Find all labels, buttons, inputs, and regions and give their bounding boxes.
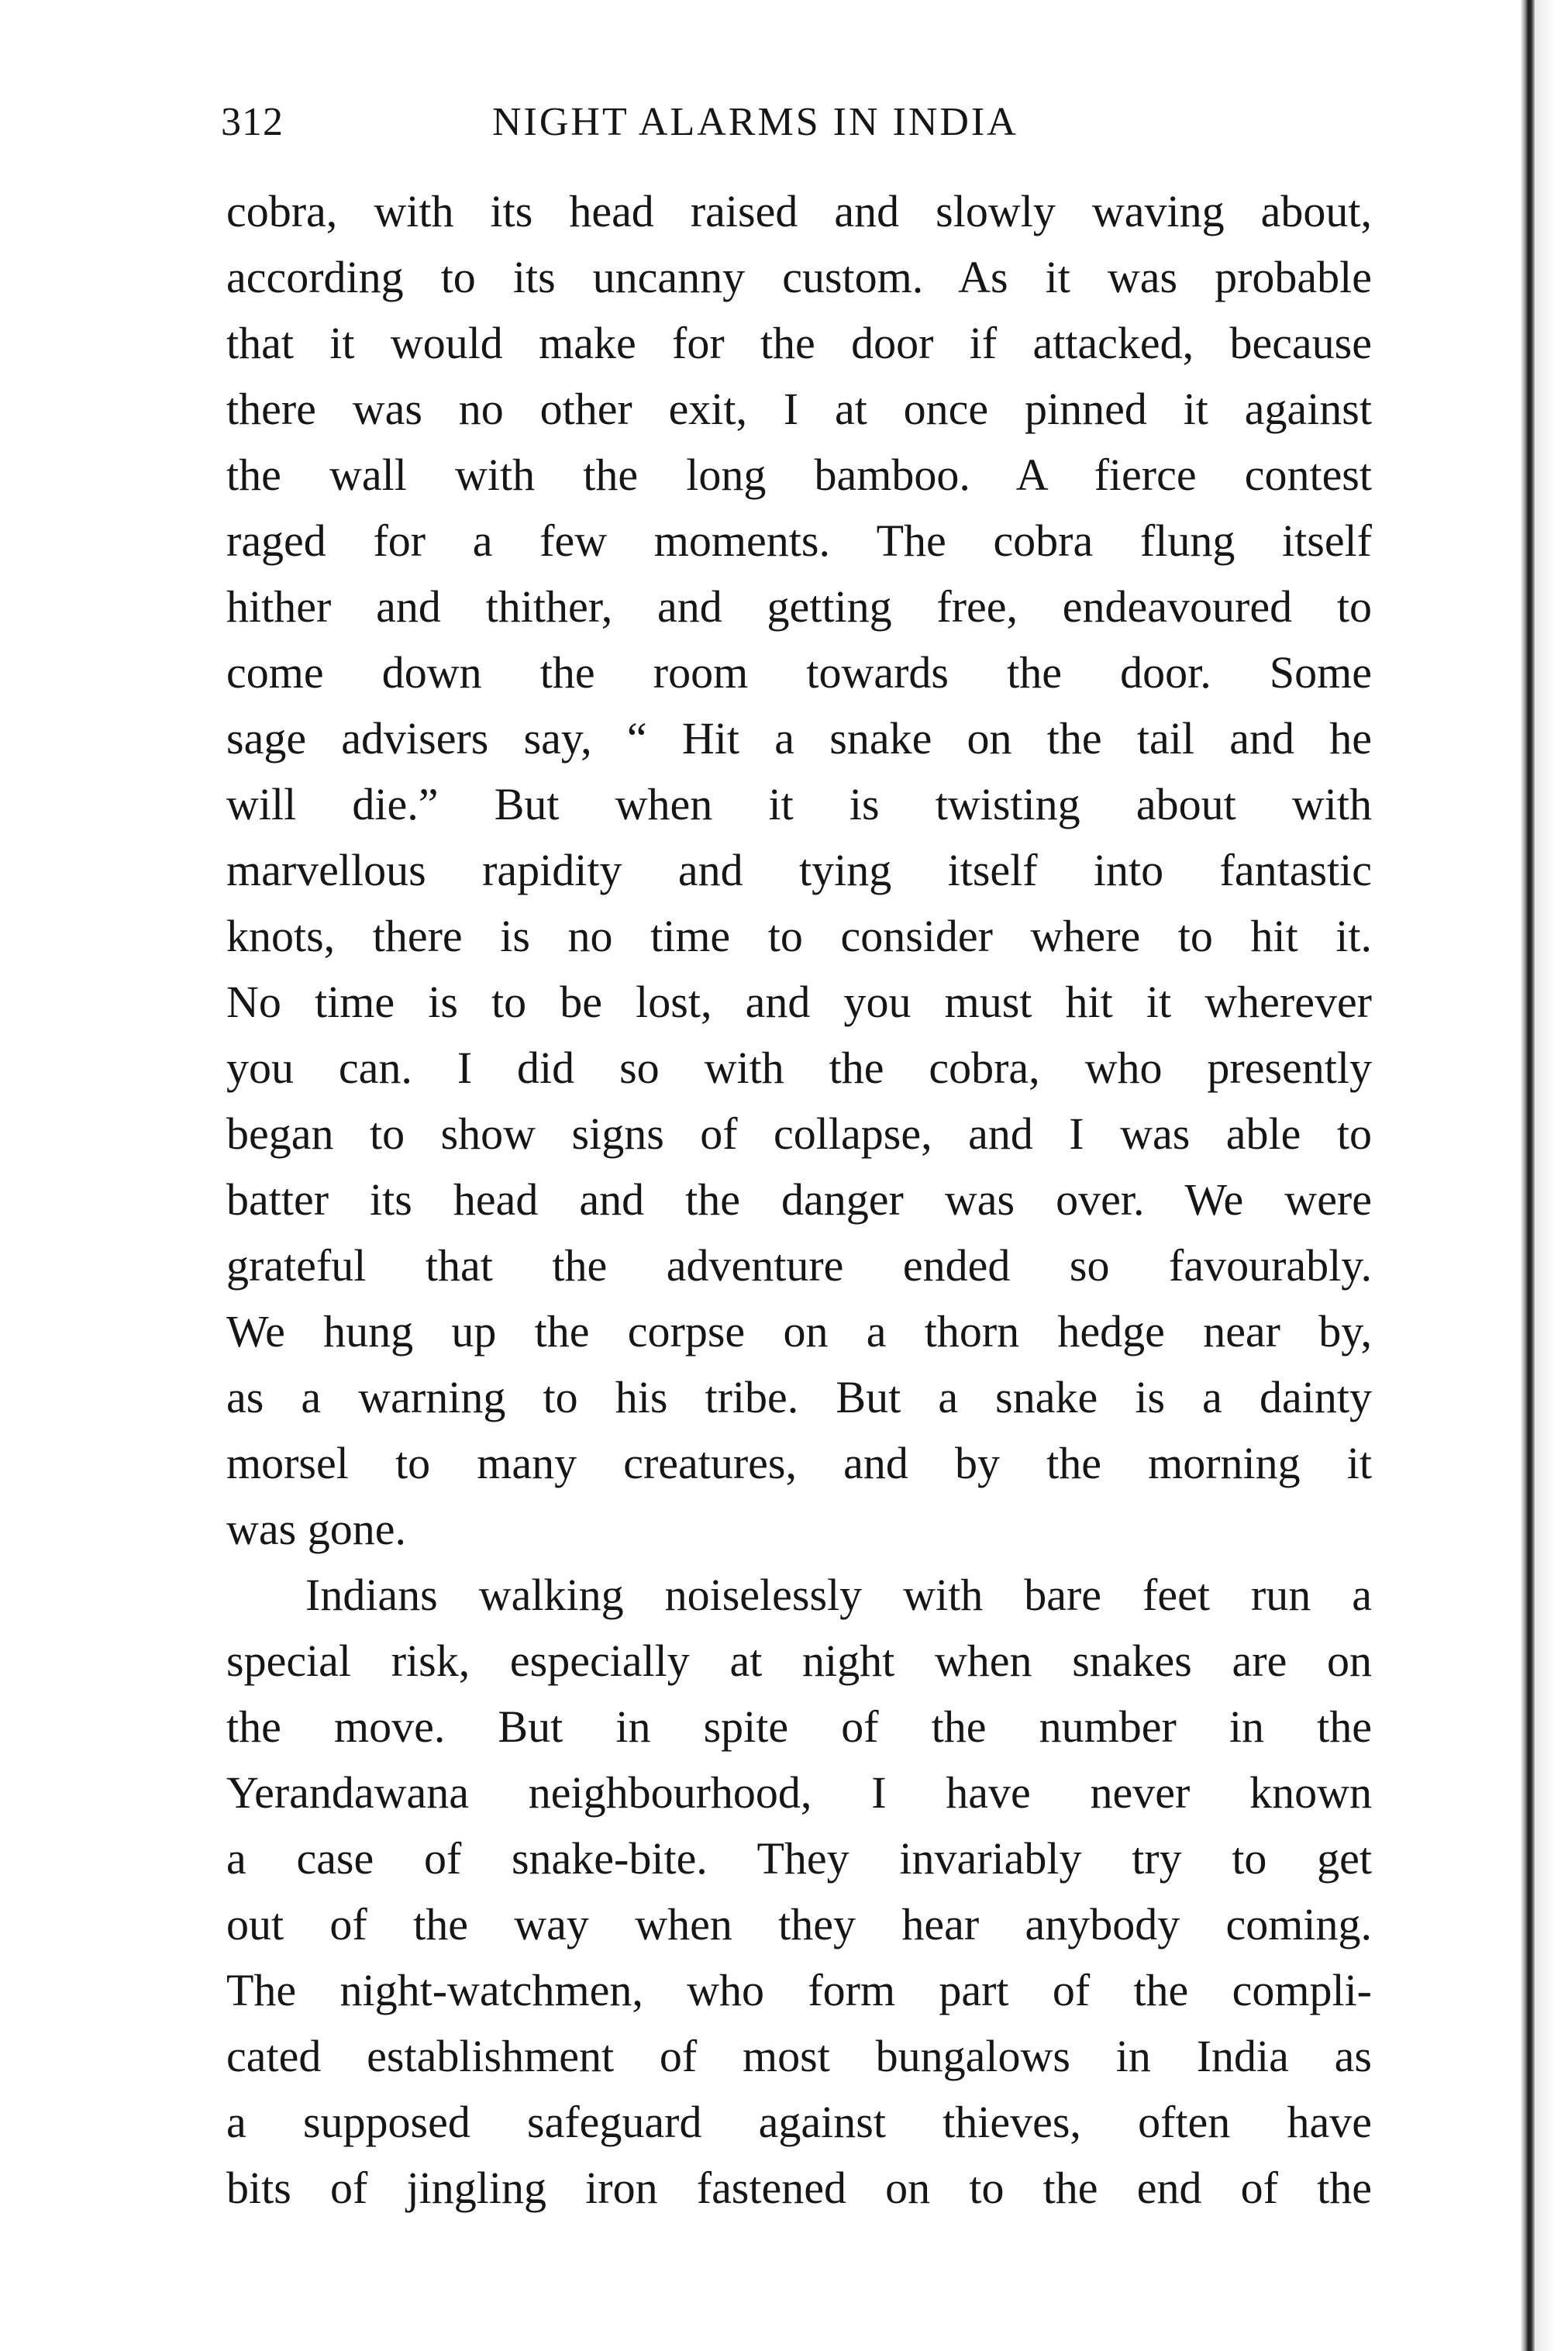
text-line: a case of snake-bite. They invariably try to get xyxy=(226,1833,1372,1884)
text-line: as a warning to his tribe. But a snake is a dainty xyxy=(226,1372,1372,1422)
text-line: cobra, with its head raised and slowly waving about, xyxy=(226,186,1372,236)
text-line: hither and thither, and getting free, endeavoured to xyxy=(226,581,1372,632)
text-line: raged for a few moments. The cobra flung itself xyxy=(226,515,1372,566)
text-line: morsel to many creatures, and by the morning it xyxy=(226,1438,1372,1488)
text-line: the wall with the long bamboo. A fierce contest xyxy=(226,450,1372,500)
text-line: No time is to be lost, and you must hit it wherever xyxy=(226,977,1372,1027)
text-line: special risk, especially at night when snakes are on xyxy=(226,1636,1372,1686)
text-line: The night-watchmen, who form part of the compli- xyxy=(226,1965,1372,2015)
text-line: We hung up the corpse on a thorn hedge near by, xyxy=(226,1306,1372,1356)
text-line: will die.” But when it is twisting about with xyxy=(226,779,1372,829)
paragraph-start-line: Indians walking noiselessly with bare feet run a xyxy=(305,1570,1372,1620)
text-line: batter its head and the danger was over. We were xyxy=(226,1174,1372,1225)
text-line: knots, there is no time to consider where to hit it. xyxy=(226,911,1372,961)
running-head xyxy=(221,91,1384,153)
text-line: come down the room towards the door. Some xyxy=(226,647,1372,698)
page-edge-shadow xyxy=(1521,0,1535,2351)
page-number: 312 xyxy=(221,100,284,144)
text-line: grateful that the adventure ended so favourably. xyxy=(226,1240,1372,1291)
text-line: that it would make for the door if attacked, because xyxy=(226,318,1372,368)
text-line: the move. But in spite of the number in the xyxy=(226,1701,1372,1752)
text-line: Yerandawana neighbourhood, I have never known xyxy=(226,1767,1372,1818)
text-line: you can. I did so with the cobra, who presently xyxy=(226,1043,1372,1093)
body-text xyxy=(226,178,1372,2221)
text-line: cated establishment of most bungalows in India as xyxy=(226,2031,1372,2081)
text-line: out of the way when they hear anybody coming. xyxy=(226,1899,1372,1949)
text-line: began to show signs of collapse, and I was able to xyxy=(226,1108,1372,1159)
page-edge-margin xyxy=(1535,0,1568,2351)
text-line: a supposed safeguard against thieves, often have xyxy=(226,2097,1372,2147)
text-line: sage advisers say, “ Hit a snake on the tail and he xyxy=(226,713,1372,764)
paragraph-end-line: was gone. xyxy=(226,1504,406,1554)
text-line: marvellous rapidity and tying itself into fantastic xyxy=(226,845,1372,895)
text-line: there was no other exit, I at once pinned it against xyxy=(226,384,1372,434)
text-line: according to its uncanny custom. As it was probable xyxy=(226,252,1372,302)
running-title: NIGHT ALARMS IN INDIA xyxy=(492,100,1018,144)
text-line: bits of jingling iron fastened on to the end of the xyxy=(226,2163,1372,2213)
